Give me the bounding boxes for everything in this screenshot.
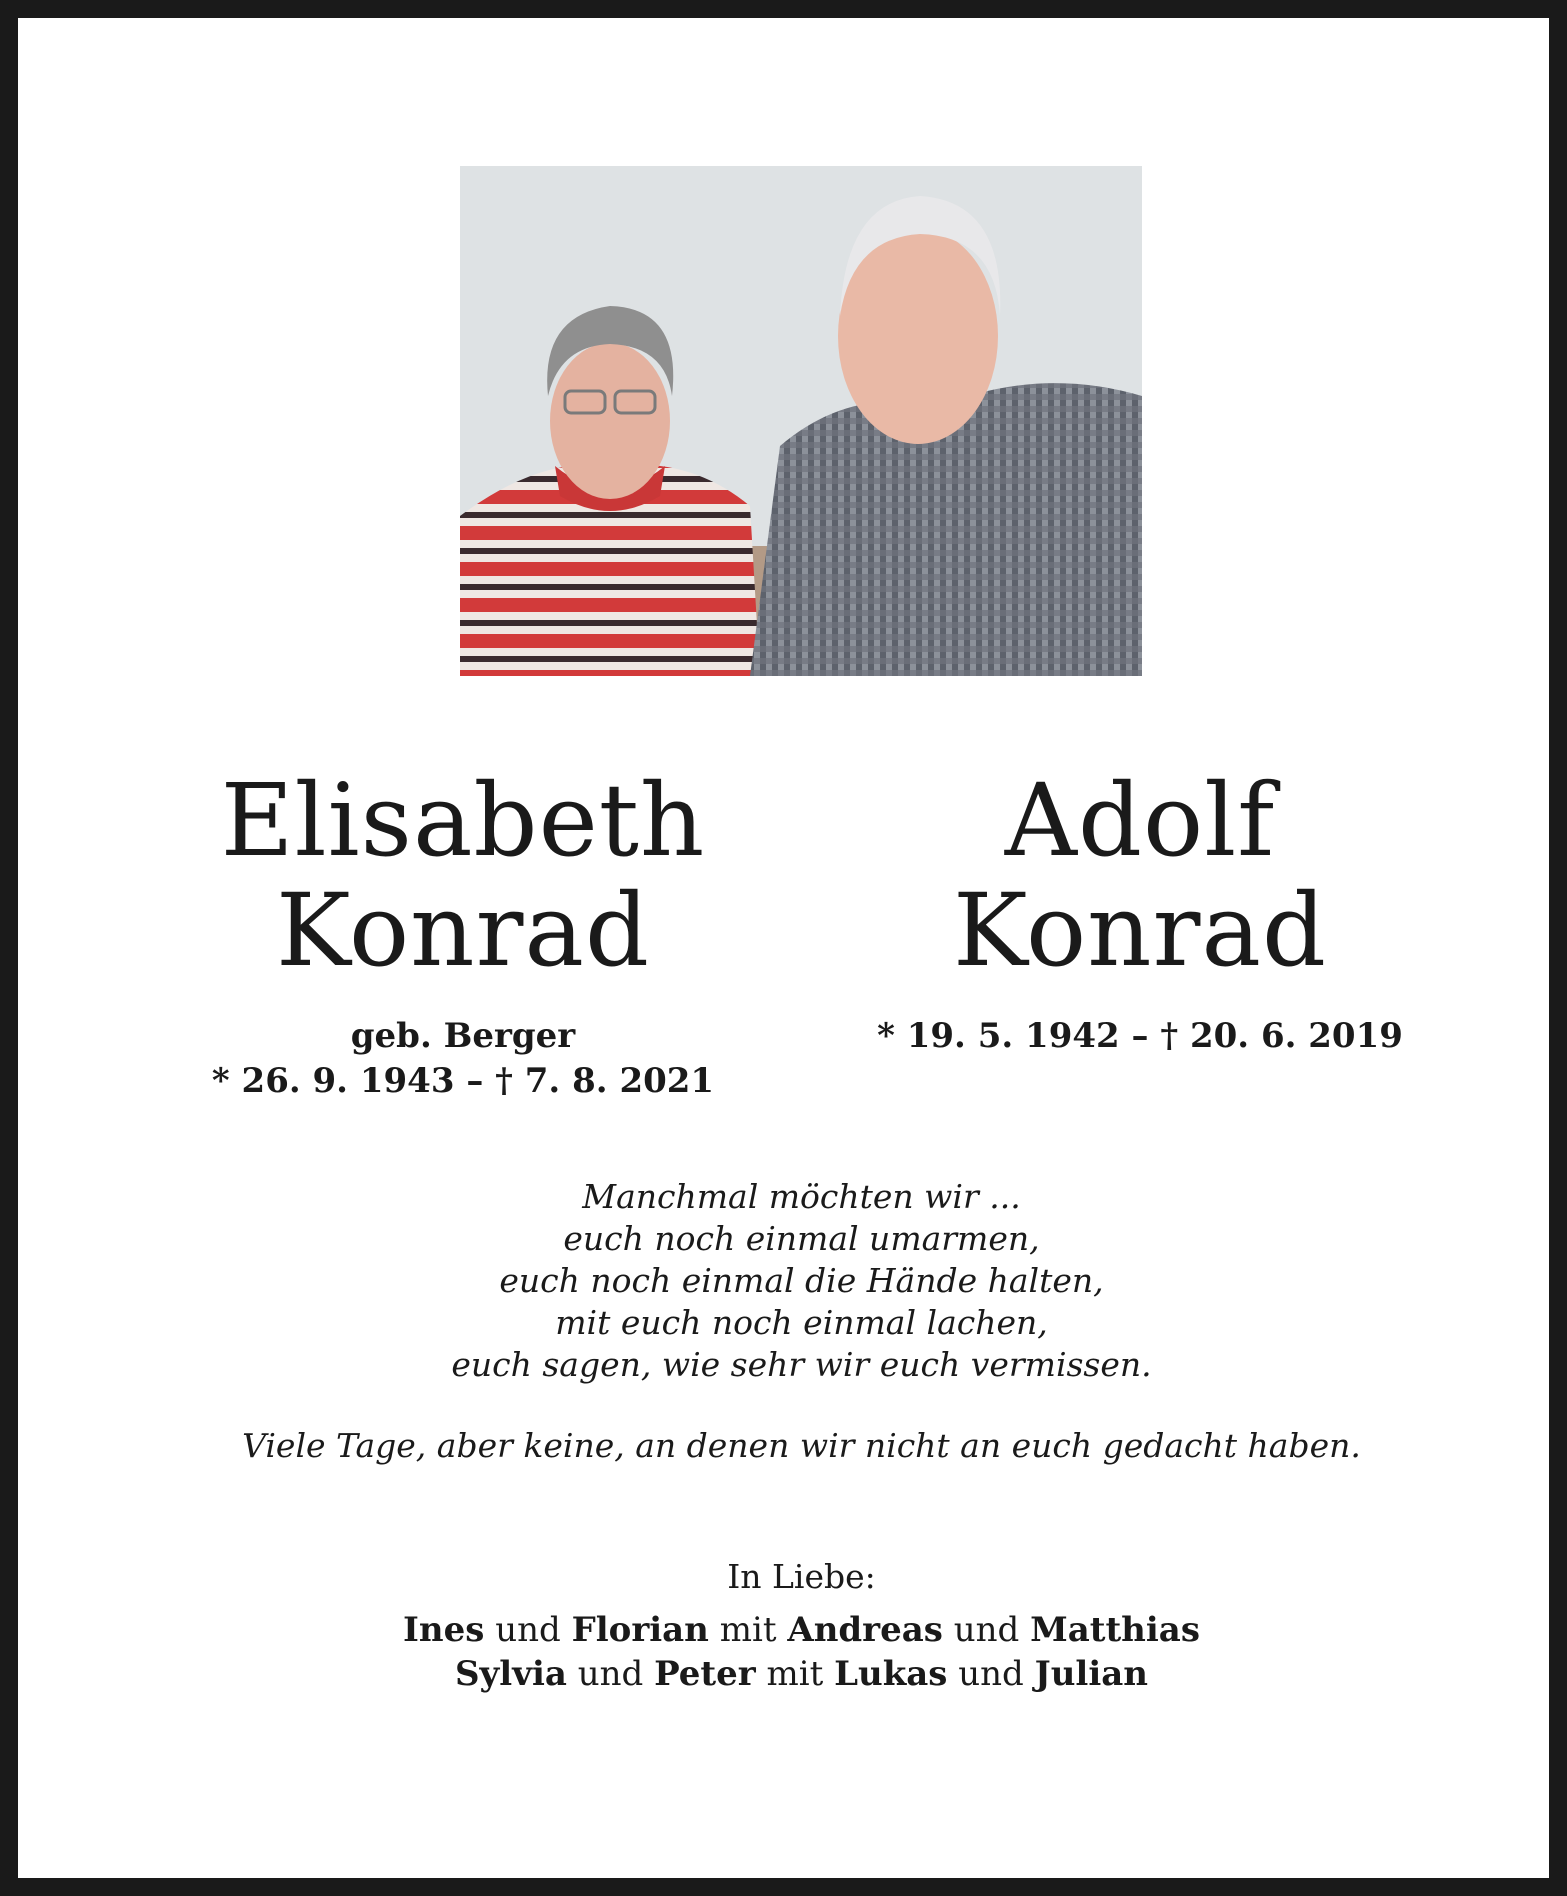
poem-line: Manchmal möchten wir ... <box>582 1177 1021 1216</box>
connector: und <box>566 1654 655 1694</box>
maiden-name: geb. Berger <box>350 1016 576 1056</box>
family-name: Konrad <box>275 872 651 989</box>
family-line <box>118 1652 1485 1696</box>
person-right <box>840 762 1440 1059</box>
connector: und <box>942 1610 1031 1650</box>
family-member-name: Lukas <box>834 1654 948 1694</box>
connector: mit <box>755 1654 835 1694</box>
family-line <box>118 1608 1485 1652</box>
connector: mit <box>708 1610 788 1650</box>
family-member-name: Peter <box>654 1654 756 1694</box>
memorial-poem <box>118 1176 1485 1386</box>
family-member-name: Florian <box>571 1610 709 1650</box>
connector: und <box>484 1610 572 1650</box>
family-member-name: Andreas <box>787 1610 943 1650</box>
poem-line: euch noch einmal die Hände halten, <box>499 1261 1104 1300</box>
life-dates: * 26. 9. 1943 – † 7. 8. 2021 <box>211 1061 715 1101</box>
poem-line: mit euch noch einmal lachen, <box>555 1303 1048 1342</box>
closing-line: Viele Tage, aber keine, an denen wir nicht an euch gedacht haben. <box>242 1426 1361 1465</box>
person-left <box>168 762 758 1104</box>
family-member-name: Julian <box>1034 1654 1148 1694</box>
given-name: Adolf <box>1004 762 1276 879</box>
portrait-photo-icon <box>460 166 1142 676</box>
in-love-label: In Liebe: <box>727 1557 876 1596</box>
poem-line: euch sagen, wie sehr wir euch vermissen. <box>451 1345 1152 1384</box>
family-signature <box>118 1608 1485 1696</box>
poem-line: euch noch einmal umarmen, <box>563 1219 1040 1258</box>
portrait-photo-couple <box>460 166 1142 676</box>
family-name: Konrad <box>952 872 1328 989</box>
given-name: Elisabeth <box>220 762 706 879</box>
life-dates: * 19. 5. 1942 – † 20. 6. 2019 <box>877 1016 1403 1056</box>
family-member-name: Matthias <box>1030 1610 1200 1650</box>
family-member-name: Sylvia <box>454 1654 567 1694</box>
connector: und <box>947 1654 1035 1694</box>
family-member-name: Ines <box>403 1610 485 1650</box>
